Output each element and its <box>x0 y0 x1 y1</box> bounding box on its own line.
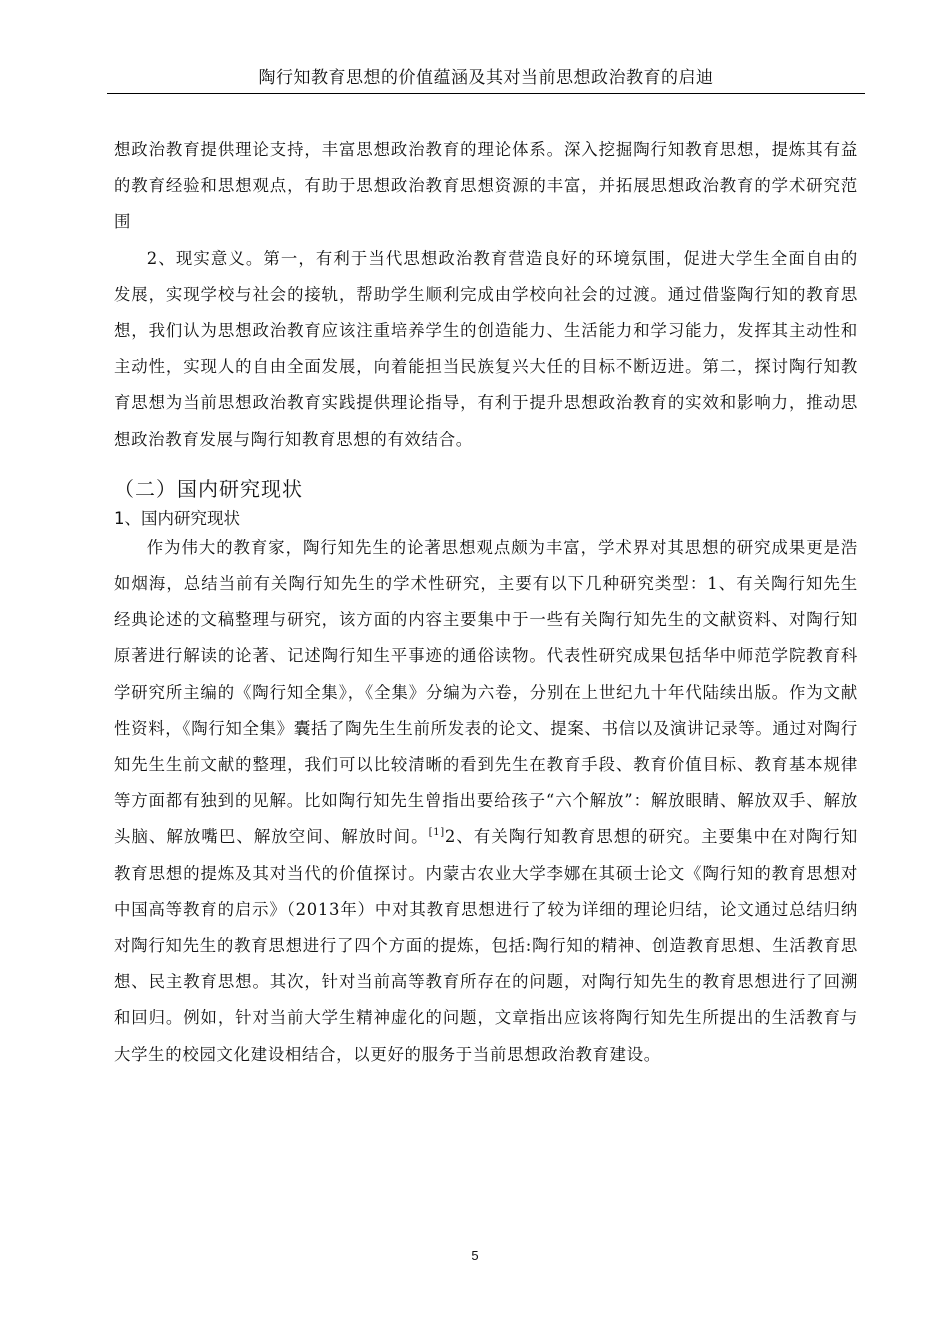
running-header-title: 陶行知教育思想的价值蕴涵及其对当前思想政治教育的启迪 <box>258 68 714 88</box>
citation-mark: [1] <box>428 827 445 839</box>
body-text <box>114 132 858 1073</box>
paragraph-research-status <box>114 530 858 1073</box>
section-heading: （二）国内研究现状 <box>114 476 303 501</box>
paragraph-practical-significance: 2、现实意义。第一，有利于当代思想政治教育营造良好的环境氛围，促进大学生全面自由的发展，实现学校与社会的接轨，帮助学生顺利完成由学校向社会的过渡。通过借鉴陶行知的教育思想，我们认为思想政治教育应该注重培养学生的创造能力、生活能力和学习能力，发挥其主动性和主动性，实现人的自由全面发展，向着能担当民族复兴大任的目标不断迈进。第二，探讨陶行知教育思想为当前思想政治教育实践提供理论指导，有利于提升思想政治教育的实效和影响力，推动思想政治教育发展与陶行知教育思想的有效结合。 <box>114 248 858 449</box>
research-text-part-2: 2、有关陶行知教育思想的研究。主要集中在对陶行知教育思想的提炼及其对当代的价值探讨。内蒙古农业大学李娜在其硕士论文《陶行知的教育思想对中国高等教育的启示》（2013年）中对其教育思想进行了较为详细的理论归结，论文通过总结归纳对陶行知先生的教育思想进行了四个方面的提炼，包括:陶行知的精神、创造教育思想、生活教育思想、民主教育思想。其次，针对当前高等教育所存在的问题，对陶行知先生的教育思想进行了回溯和回归。例如，针对当前大学生精神虚化的问题，文章指出应该将陶行知先生所提出的生活教育与大学生的校园文化建设相结合，以更好的服务于当前思想政治教育建设。 <box>114 827 858 1064</box>
page-number: 5 <box>471 1248 479 1263</box>
paragraph-theory-continuation: 想政治教育提供理论支持，丰富思想政治教育的理论体系。深入挖掘陶行知教育思想，提炼其有益的教育经验和思想观点，有助于思想政治教育思想资源的丰富，并拓展思想政治教育的学术研究范围 <box>114 140 858 232</box>
subsection-heading: 1、国内研究现状 <box>114 508 240 528</box>
research-text-part-1: 作为伟大的教育家，陶行知先生的论著思想观点颇为丰富，学术界对其思想的研究成果更是浩如烟海，总结当前有关陶行知先生的学术性研究，主要有以下几种研究类型：1、有关陶行知先生经典论述的文稿整理与研究，该方面的内容主要集中于一些有关陶行知先生的文献资料、对陶行知原著进行解读的论著、记述陶行知生平事迹的通俗读物。代表性研究成果包括华中师范学院教育科学研究所主编的《陶行知全集》，《全集》分编为六卷，分别在上世纪九十年代陆续出版。作为文献性资料，《陶行知全集》囊括了陶先生生前所发表的论文、提案、书信以及演讲记录等。通过对陶行知先生生前文献的整理，我们可以比较清晰的看到先生在教育手段、教育价值目标、教育基本规律等方面都有独到的见解。比如陶行知先生曾指出要给孩子“六个解放”：解放眼睛、解放双手、解放头脑、解放嘴巴、解放空间、解放时间。 <box>114 537 858 847</box>
header-rule <box>107 93 865 94</box>
